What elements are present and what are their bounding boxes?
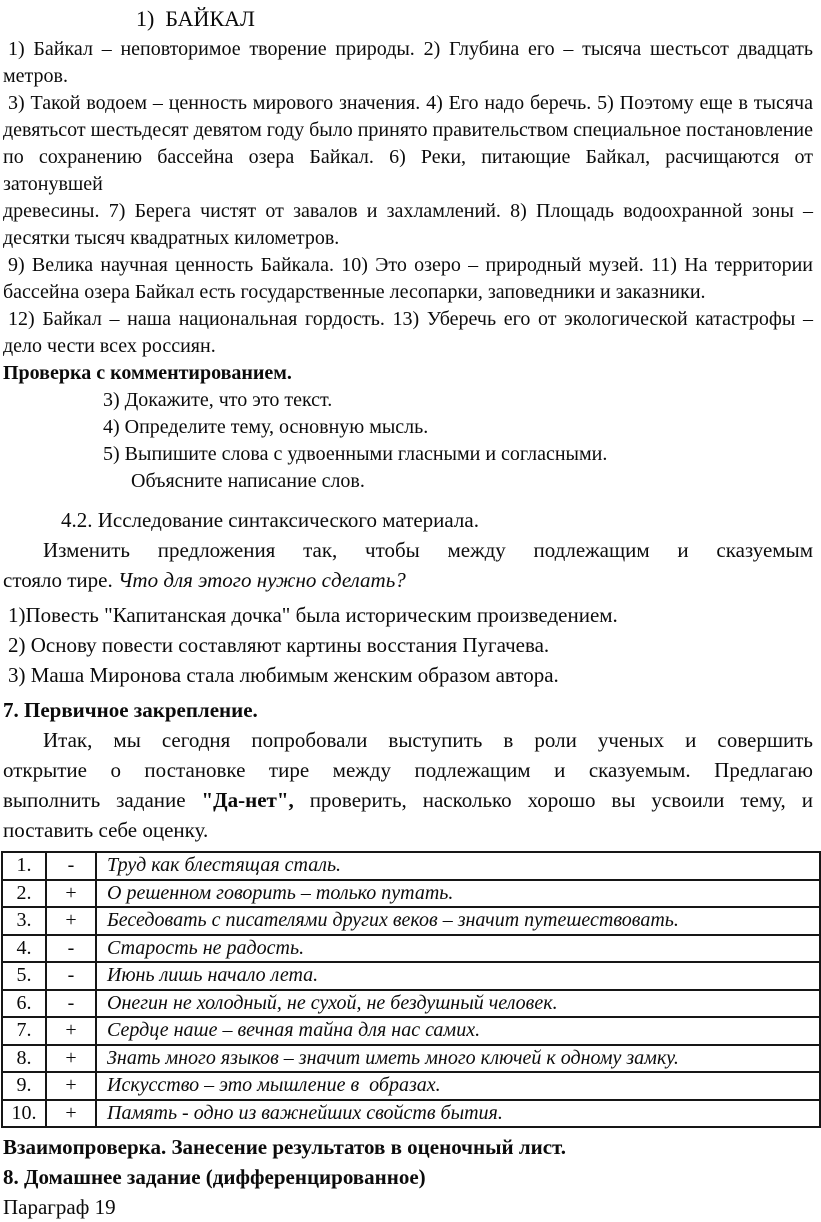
answer-mark: +	[46, 907, 96, 935]
row-number: 6.	[2, 990, 46, 1018]
text-line: десятки тысяч квадратных километров.	[3, 227, 340, 249]
baikal-paragraph-4	[3, 306, 813, 360]
row-number: 1.	[2, 852, 46, 880]
answer-mark: +	[46, 880, 96, 908]
table-row	[2, 990, 820, 1018]
yes-no-task-name: "Да-нет",	[201, 788, 294, 812]
baikal-paragraph-1	[3, 36, 813, 90]
answer-mark: -	[46, 990, 96, 1018]
table-row	[2, 1045, 820, 1073]
answer-mark: +	[46, 1017, 96, 1045]
summary-paragraph	[3, 725, 813, 845]
footer-section	[3, 1132, 813, 1222]
table-row	[2, 1017, 820, 1045]
text-line: древесины. 7) Берега чистят от завалов и захламлений. 8) Площадь водоохранной зоны –	[3, 200, 813, 222]
text-line: открытие о постановке тире между подлежащим и сказуемым. Предлагаю	[3, 758, 813, 782]
sentence-item: 3) Маша Миронова стала любимым женским образом автора.	[8, 663, 559, 687]
answer-mark: -	[46, 935, 96, 963]
row-number: 10.	[2, 1100, 46, 1128]
row-number: 7.	[2, 1017, 46, 1045]
instruction-line	[3, 565, 813, 595]
baikal-paragraph-2	[3, 90, 813, 252]
table-row	[2, 1100, 820, 1128]
row-number: 5.	[2, 962, 46, 990]
statement-text: Старость не радость.	[96, 935, 820, 963]
text-line: 1) Байкал – неповторимое творение природы. 2) Глубина его – тысяча шестьсот двадцать	[8, 38, 813, 60]
baikal-text-section	[3, 36, 813, 495]
text-line	[3, 785, 813, 815]
answer-mark: +	[46, 1072, 96, 1100]
statement-text: Сердце наше – вечная тайна для нас самих.	[96, 1017, 820, 1045]
text-line: 3) Такой водоем – ценность мирового значения. 4) Его надо беречь. 5) Поэтому еще в тысяча	[8, 92, 813, 114]
table-row	[2, 907, 820, 935]
sentence-list	[3, 600, 813, 690]
statement-text: О решенном говорить – только путать.	[96, 880, 820, 908]
row-number: 3.	[2, 907, 46, 935]
row-number: 8.	[2, 1045, 46, 1073]
instruction-plain: стояло тире.	[3, 568, 118, 592]
task-item: 4) Определите тему, основную мысль.	[103, 416, 429, 438]
instruction-line: Изменить предложения так, чтобы между подлежащим и сказуемым	[43, 538, 813, 562]
answer-mark: +	[46, 1045, 96, 1073]
table-row	[2, 1072, 820, 1100]
answer-mark: -	[46, 962, 96, 990]
text-line: поставить себе оценку.	[3, 818, 209, 842]
text-segment: выполнить задание	[3, 788, 202, 812]
statement-text: Онегин не холодный, не сухой, не бездушный человек.	[96, 990, 820, 1018]
text-line: метров.	[3, 65, 68, 87]
yes-no-table	[1, 851, 821, 1128]
table-row	[2, 935, 820, 963]
text-line: девятьсот шестьдесят девятом году было принято правительством специальное постановление	[3, 119, 813, 141]
primary-consolidation-heading: 7. Первичное закрепление.	[3, 698, 258, 722]
text-line: 12) Байкал – наша национальная гордость. 13) Уберечь его от экологической катастрофы –	[8, 308, 813, 330]
statement-text: Труд как блестящая сталь.	[96, 852, 820, 880]
paragraph-reference: Параграф 19	[3, 1195, 116, 1219]
task-item-continuation: Объясните написание слов.	[131, 470, 365, 492]
text-line: 9) Велика научная ценность Байкала. 10) Это озеро – природный музей. 11) На территории	[8, 254, 813, 276]
task-item: 3) Докажите, что это текст.	[103, 389, 333, 411]
text-segment: проверить, насколько хорошо вы усвоили тему, и	[293, 788, 813, 812]
text-line: по сохранению бассейна озера Байкал. 6) Реки, питающие Байкал, расчищаются от затонувшей	[3, 146, 813, 195]
statement-text: Июнь лишь начало лета.	[96, 962, 820, 990]
sentence-item: 1)Повесть "Капитанская дочка" была историческим произведением.	[8, 603, 618, 627]
statement-text: Искусство – это мышление в образах.	[96, 1072, 820, 1100]
text-line: Итак, мы сегодня попробовали выступить в роли ученых и совершить	[43, 728, 813, 752]
table-row	[2, 962, 820, 990]
answer-mark: -	[46, 852, 96, 880]
statement-text: Память - одно из важнейших свойств бытия.	[96, 1100, 820, 1128]
statement-text: Знать много языков – значит иметь много ключей к одному замку.	[96, 1045, 820, 1073]
row-number: 2.	[2, 880, 46, 908]
check-commenting-heading: Проверка с комментированием.	[3, 362, 292, 384]
text-line: дело чести всех россиян.	[3, 335, 216, 357]
row-number: 4.	[2, 935, 46, 963]
section-4-2-heading: 4.2. Исследование синтаксического материала.	[61, 508, 479, 532]
text-line: бассейна озера Байкал есть государственные лесопарки, заповедники и заказники.	[3, 281, 706, 303]
statement-text: Беседовать с писателями других веков – значит путешествовать.	[96, 907, 820, 935]
answer-mark: +	[46, 1100, 96, 1128]
table-row	[2, 880, 820, 908]
syntax-research-section	[3, 505, 813, 845]
task-item: 5) Выпишите слова с удвоенными гласными и согласными.	[103, 443, 608, 465]
doc-title: 1) БАЙКАЛ	[136, 6, 255, 31]
sentence-item: 2) Основу повести составляют картины восстания Пугачева.	[8, 633, 550, 657]
baikal-paragraph-3	[3, 252, 813, 306]
check-task-list	[3, 387, 813, 495]
row-number: 9.	[2, 1072, 46, 1100]
table-row	[2, 852, 820, 880]
instruction-question: Что для этого нужно сделать?	[117, 568, 406, 592]
homework-heading: 8. Домашнее задание (дифференцированное)	[3, 1165, 426, 1189]
mutual-check-line: Взаимопроверка. Занесение результатов в оценочный лист.	[3, 1135, 567, 1159]
